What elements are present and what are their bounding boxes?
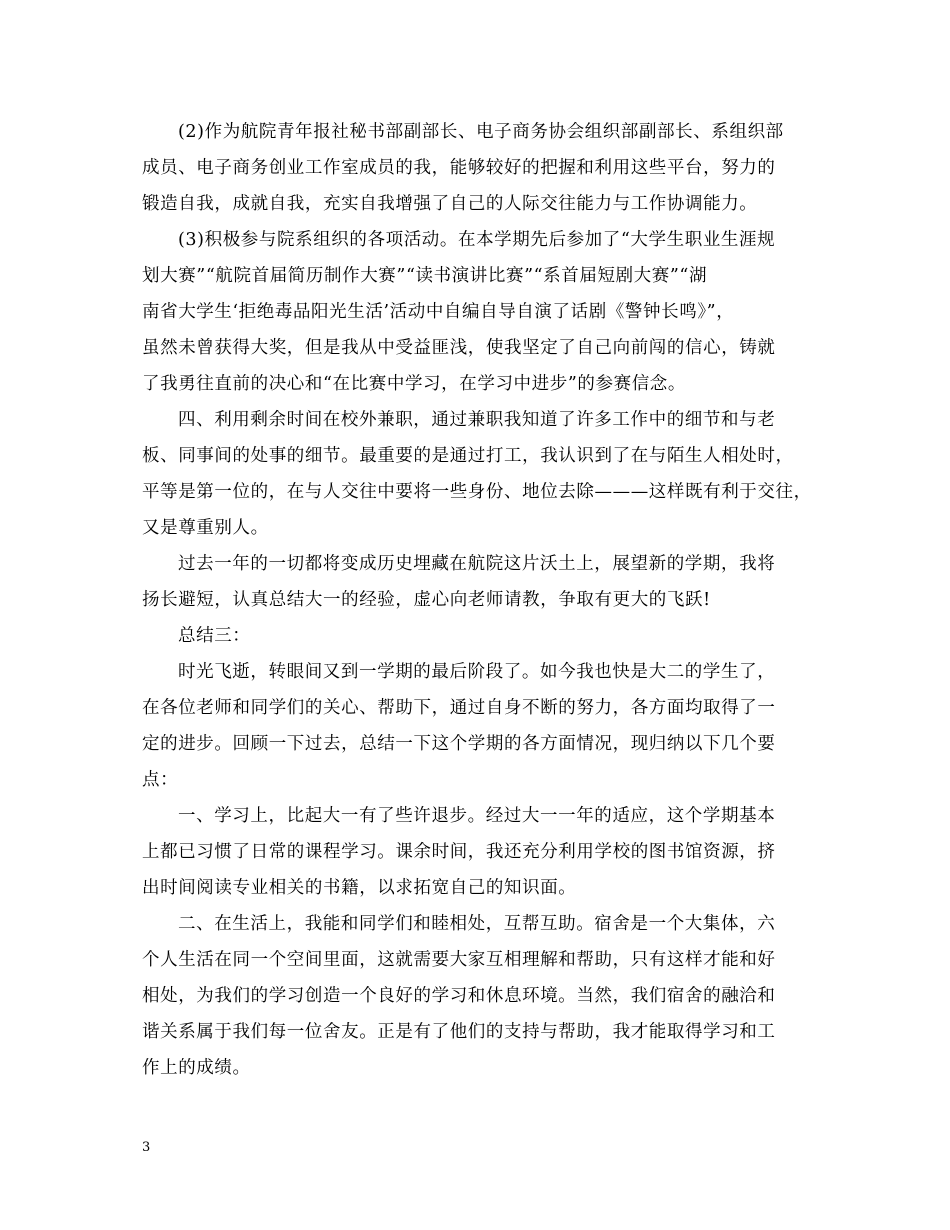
text-line: 南省大学生‘拒绝毒品阳光生活’活动中自编自导自演了话剧《警钟长鸣》”， bbox=[142, 302, 735, 322]
text-line: 四、利用剩余时间在校外兼职，通过兼职我知道了许多工作中的细节和与老 bbox=[178, 410, 776, 430]
text-line: 相处，为我们的学习创造一个良好的学习和休息环境。当然，我们宿舍的融洽和 bbox=[142, 986, 776, 1006]
text-line: 扬长避短，认真总结大一的经验，虚心向老师请教，争取有更大的飞跃! bbox=[142, 590, 711, 610]
text-line: 时光飞逝，转眼间又到一学期的最后阶段了。如今我也快是大二的学生了， bbox=[178, 662, 776, 682]
text-line: 定的进步。回顾一下过去，总结一下这个学期的各方面情况，现归纳以下几个要 bbox=[142, 734, 776, 754]
text-line: (2)作为航院青年报社秘书部副部长、电子商务协会组织部副部长、系组织部 bbox=[178, 122, 784, 142]
text-line: 作上的成绩。 bbox=[142, 1058, 251, 1078]
page-number: 3 bbox=[142, 1140, 151, 1155]
text-line: 上都已习惯了日常的课程学习。课余时间，我还充分利用学校的图书馆资源，挤 bbox=[142, 842, 776, 862]
text-line: 谐关系属于我们每一位舍友。正是有了他们的支持与帮助，我才能取得学习和工 bbox=[142, 1022, 776, 1042]
text-line: 又是尊重别人。 bbox=[142, 518, 269, 538]
text-line: 个人生活在同一个空间里面，这就需要大家互相理解和帮助，只有这样才能和好 bbox=[142, 950, 776, 970]
text-line: 出时间阅读专业相关的书籍，以求拓宽自己的知识面。 bbox=[142, 878, 577, 898]
text-line: 过去一年的一切都将变成历史埋藏在航院这片沃土上，展望新的学期，我将 bbox=[178, 554, 776, 574]
text-line: 一、学习上，比起大一有了些许退步。经过大一一年的适应，这个学期基本 bbox=[178, 806, 776, 826]
text-line: 成员、电子商务创业工作室成员的我，能够较好的把握和利用这些平台，努力的 bbox=[142, 158, 776, 178]
text-line: (3)积极参与院系组织的各项活动。在本学期先后参加了“大学生职业生涯规 bbox=[178, 230, 776, 250]
section-heading: 总结三： bbox=[178, 626, 251, 646]
text-line: 平等是第一位的，在与人交往中要将一些身份、地位去除———这样既有利于交往， bbox=[142, 482, 812, 502]
text-line: 点： bbox=[142, 770, 179, 790]
text-line: 板、同事间的处事的细节。最重要的是通过打工，我认识到了在与陌生人相处时， bbox=[142, 446, 794, 466]
text-line: 锻造自我，成就自我，充实自我增强了自己的人际交往能力与工作协调能力。 bbox=[142, 194, 758, 214]
text-line: 了我勇往直前的决心和“在比赛中学习，在学习中进步”的参赛信念。 bbox=[142, 374, 686, 394]
text-line: 虽然未曾获得大奖，但是我从中受益匪浅，使我坚定了自己向前闯的信心，铸就 bbox=[142, 338, 776, 358]
text-line: 二、在生活上，我能和同学们和睦相处，互帮互助。宿舍是一个大集体，六 bbox=[178, 914, 776, 934]
text-line: 在各位老师和同学们的关心、帮助下，通过自身不断的努力，各方面均取得了一 bbox=[142, 698, 776, 718]
text-line: 划大赛”“航院首届简历制作大赛”“读书演讲比赛”“系首届短剧大赛”“湖 bbox=[142, 266, 708, 286]
